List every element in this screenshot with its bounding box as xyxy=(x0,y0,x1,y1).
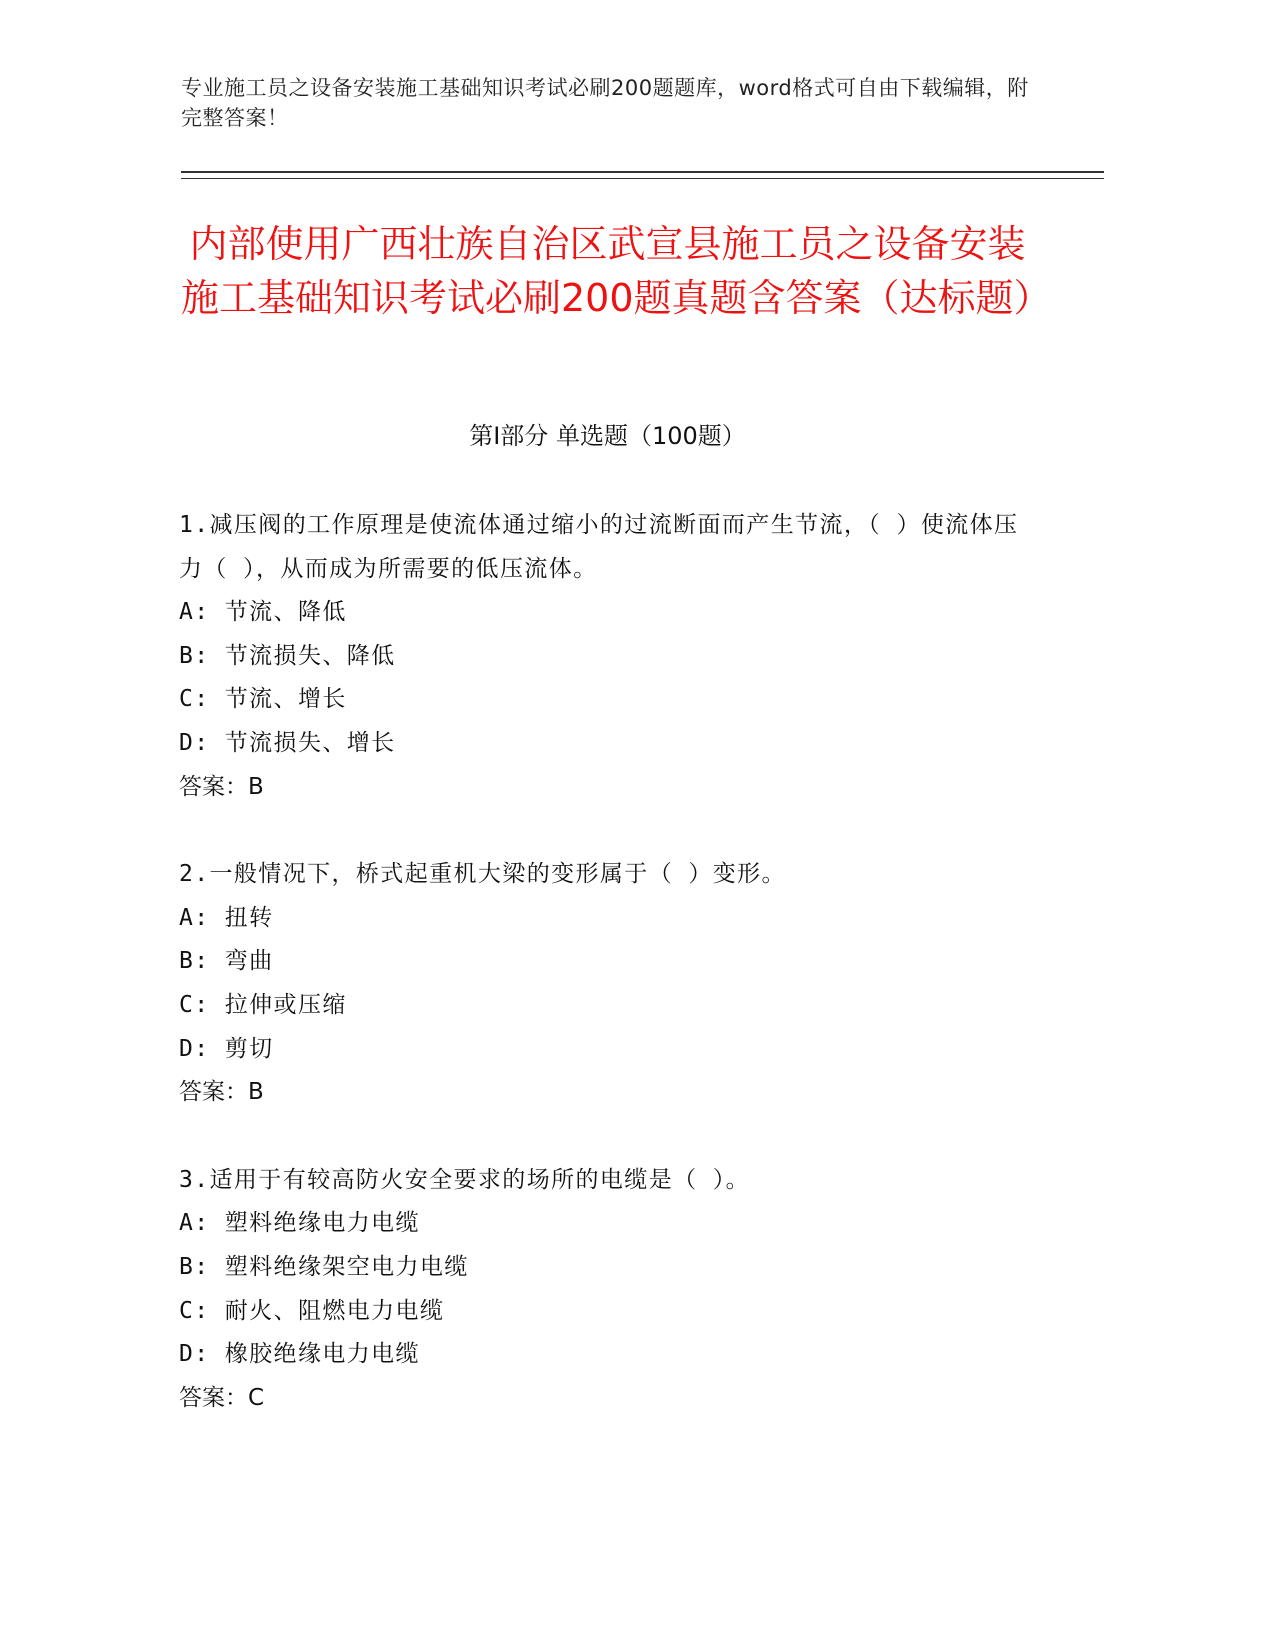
option-a: A: 节流、降低 xyxy=(179,599,347,626)
question-spacer xyxy=(179,809,1039,853)
option-a: A: 塑料绝缘电力电缆 xyxy=(179,1210,420,1237)
answer: 答案：B xyxy=(179,1079,264,1106)
option-b: B: 塑料绝缘架空电力电缆 xyxy=(179,1253,469,1280)
section-title: 第I部分 单选题（100题） xyxy=(469,422,746,450)
option-d: D: 节流损失、增长 xyxy=(179,729,396,756)
option-c: C: 耐火、阻燃电力电缆 xyxy=(179,1297,445,1324)
question-stem: 2.一般情况下，桥式起重机大梁的变形属于（ ）变形。 xyxy=(179,861,786,888)
question-stem: 3.适用于有较高防火安全要求的场所的电缆是（ ）。 xyxy=(179,1166,751,1193)
question-2 xyxy=(179,853,1039,1115)
question-list xyxy=(179,504,1039,1420)
option-c: C: 节流、增长 xyxy=(179,686,347,713)
option-b: B: 弯曲 xyxy=(179,948,274,975)
answer: 答案：B xyxy=(179,773,264,800)
question-1 xyxy=(179,504,1039,809)
question-spacer xyxy=(179,1115,1039,1159)
question-3 xyxy=(179,1159,1039,1421)
document-title: 内部使用广西壮族自治区武宣县施工员之设备安装施工基础知识考试必刷200题真题含答案（达标题） xyxy=(181,222,1052,320)
option-a: A: 扭转 xyxy=(179,904,274,931)
option-b: B: 节流损失、降低 xyxy=(179,642,396,669)
header-divider-thick xyxy=(181,171,1104,173)
option-c: C: 拉伸或压缩 xyxy=(179,991,347,1018)
answer: 答案：C xyxy=(179,1384,265,1411)
option-d: D: 剪切 xyxy=(179,1035,274,1062)
header-description: 专业施工员之设备安装施工基础知识考试必刷200题题库，word格式可自由下载编辑，附完整答案！ xyxy=(181,76,1029,130)
option-d: D: 橡胶绝缘电力电缆 xyxy=(179,1341,420,1368)
header-divider-thin xyxy=(181,178,1104,179)
question-stem: 1.减压阀的工作原理是使流体通过缩小的过流断面而产生节流，（ ）使流体压力（ ），从而成为所需要的低压流体。 xyxy=(179,512,1019,582)
